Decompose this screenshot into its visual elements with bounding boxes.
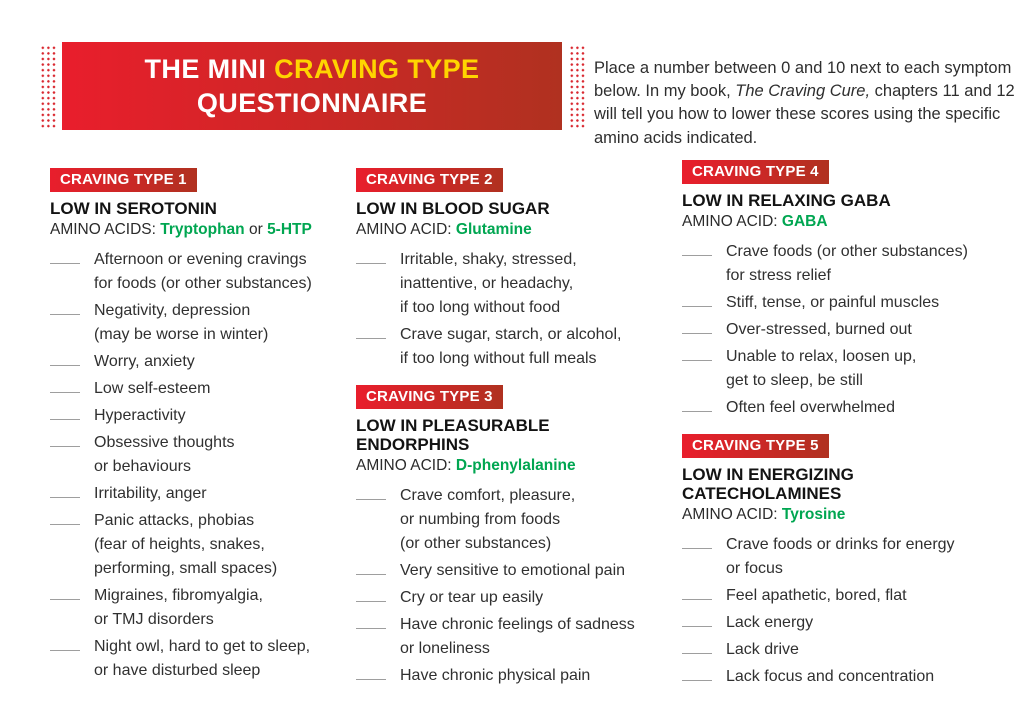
symptom-line: Crave comfort, pleasure, bbox=[400, 486, 576, 504]
symptom-list bbox=[682, 240, 1022, 420]
section-craving-type-5 bbox=[682, 434, 1022, 689]
dot-pattern-right bbox=[569, 45, 586, 129]
section-craving-type-3 bbox=[356, 385, 674, 688]
symptom-text bbox=[94, 584, 263, 632]
section-badge: CRAVING TYPE 1 bbox=[50, 168, 197, 192]
amino-prefix: AMINO ACID: bbox=[356, 220, 452, 238]
amino-acid-line bbox=[356, 457, 674, 475]
symptom-item bbox=[356, 664, 674, 688]
section-craving-type-2 bbox=[356, 168, 674, 371]
section-title-line1: LOW IN BLOOD SUGAR bbox=[356, 199, 550, 218]
instructions-paragraph bbox=[594, 57, 1020, 151]
symptom-line: get to sleep, be still bbox=[726, 371, 863, 389]
section-title-line1: LOW IN ENERGIZING bbox=[682, 464, 854, 484]
symptom-line: or behaviours bbox=[94, 457, 191, 475]
answer-blank[interactable] bbox=[682, 318, 712, 334]
symptom-line: Often feel overwhelmed bbox=[726, 398, 895, 416]
symptom-line: Irritability, anger bbox=[94, 484, 207, 502]
amino-prefix: AMINO ACIDS: bbox=[50, 220, 156, 238]
symptom-item bbox=[50, 482, 350, 506]
answer-blank[interactable] bbox=[682, 291, 712, 307]
symptom-item bbox=[50, 635, 350, 683]
answer-blank[interactable] bbox=[682, 665, 712, 681]
symptom-line: Have chronic physical pain bbox=[400, 666, 591, 684]
symptom-text bbox=[94, 404, 186, 428]
page-title-line1 bbox=[145, 52, 480, 86]
section-craving-type-1 bbox=[50, 168, 350, 683]
symptom-line: (or other substances) bbox=[400, 534, 552, 552]
symptom-line: if too long without food bbox=[400, 298, 561, 316]
answer-blank[interactable] bbox=[50, 377, 80, 393]
amino-acid-line bbox=[356, 221, 674, 239]
symptom-item bbox=[50, 299, 350, 347]
answer-blank[interactable] bbox=[50, 635, 80, 651]
symptom-item bbox=[682, 291, 1022, 315]
symptom-item bbox=[682, 638, 1022, 662]
answer-blank[interactable] bbox=[356, 484, 386, 500]
symptom-item bbox=[356, 586, 674, 610]
answer-blank[interactable] bbox=[682, 240, 712, 256]
answer-blank[interactable] bbox=[50, 482, 80, 498]
symptom-line: Afternoon or evening cravings bbox=[94, 250, 307, 268]
symptom-item bbox=[682, 318, 1022, 342]
answer-blank[interactable] bbox=[50, 248, 80, 264]
symptom-line: Low self-esteem bbox=[94, 379, 211, 397]
symptom-line: Negativity, depression bbox=[94, 301, 251, 319]
symptom-text bbox=[726, 345, 916, 393]
amino-prefix: AMINO ACID: bbox=[356, 456, 452, 474]
section-craving-type-4 bbox=[682, 160, 1022, 420]
amino-name-1: GABA bbox=[781, 212, 828, 230]
symptom-line: for stress relief bbox=[726, 266, 831, 284]
symptom-line: or TMJ disorders bbox=[94, 610, 214, 628]
symptom-text bbox=[726, 240, 968, 288]
answer-blank[interactable] bbox=[682, 584, 712, 600]
symptom-line: Lack energy bbox=[726, 613, 814, 631]
book-title: The Craving Cure, bbox=[735, 81, 871, 100]
amino-name-1: Tyrosine bbox=[781, 505, 846, 523]
symptom-line: Very sensitive to emotional pain bbox=[400, 561, 626, 579]
column-1 bbox=[50, 168, 350, 686]
page-title-yellow: CRAVING TYPE bbox=[274, 54, 480, 84]
amino-name-2: 5-HTP bbox=[267, 220, 312, 238]
answer-blank[interactable] bbox=[50, 404, 80, 420]
symptom-text bbox=[94, 482, 207, 506]
symptom-text bbox=[726, 611, 813, 635]
symptom-line: Night owl, hard to get to sleep, bbox=[94, 637, 311, 655]
amino-name-1: D-phenylalanine bbox=[455, 456, 576, 474]
section-title-line2: CATECHOLAMINES bbox=[682, 484, 842, 504]
symptom-line: Cry or tear up easily bbox=[400, 588, 544, 606]
symptom-text bbox=[400, 559, 625, 583]
section-title bbox=[356, 199, 674, 219]
symptom-text bbox=[94, 299, 268, 347]
answer-blank[interactable] bbox=[682, 396, 712, 412]
symptom-text bbox=[94, 431, 235, 479]
amino-prefix: AMINO ACID: bbox=[682, 212, 778, 230]
symptom-item bbox=[50, 350, 350, 374]
answer-blank[interactable] bbox=[356, 613, 386, 629]
symptom-list bbox=[356, 484, 674, 688]
answer-blank[interactable] bbox=[682, 611, 712, 627]
symptom-item bbox=[356, 559, 674, 583]
symptom-line: Stiff, tense, or painful muscles bbox=[726, 293, 940, 311]
symptom-line: if too long without full meals bbox=[400, 349, 597, 367]
answer-blank[interactable] bbox=[50, 584, 80, 600]
symptom-line: or numbing from foods bbox=[400, 510, 561, 528]
symptom-line: for foods (or other substances) bbox=[94, 274, 312, 292]
symptom-item bbox=[50, 509, 350, 581]
symptom-text bbox=[94, 635, 310, 683]
symptom-text bbox=[94, 350, 195, 374]
page-title-banner bbox=[62, 42, 562, 130]
symptom-text bbox=[400, 586, 543, 610]
symptom-text bbox=[726, 638, 799, 662]
answer-blank[interactable] bbox=[356, 323, 386, 339]
symptom-line: Irritable, shaky, stressed, bbox=[400, 250, 577, 268]
answer-blank[interactable] bbox=[682, 638, 712, 654]
instructions-part1: Place a number between 0 and 10 next to each symptom below. In my book, bbox=[594, 58, 1012, 100]
symptom-item bbox=[682, 611, 1022, 635]
symptom-text bbox=[726, 318, 912, 342]
symptom-line: Migraines, fibromyalgia, bbox=[94, 586, 263, 604]
amino-acid-line bbox=[682, 213, 1022, 231]
section-title-line1: LOW IN SEROTONIN bbox=[50, 199, 217, 218]
symptom-item bbox=[682, 665, 1022, 689]
symptom-line: inattentive, or headachy, bbox=[400, 274, 574, 292]
symptom-line: Lack drive bbox=[726, 640, 799, 658]
column-2 bbox=[356, 168, 674, 691]
symptom-line: Hyperactivity bbox=[94, 406, 186, 424]
answer-blank[interactable] bbox=[50, 350, 80, 366]
symptom-text bbox=[726, 291, 939, 315]
symptom-text bbox=[726, 584, 907, 608]
symptom-line: or focus bbox=[726, 559, 783, 577]
symptom-text bbox=[726, 533, 955, 581]
symptom-text bbox=[94, 377, 211, 401]
column-3 bbox=[682, 160, 1022, 692]
symptom-item bbox=[356, 323, 674, 371]
symptom-item bbox=[356, 613, 674, 661]
symptom-line: Unable to relax, loosen up, bbox=[726, 347, 917, 365]
answer-blank[interactable] bbox=[50, 431, 80, 447]
dot-pattern-left bbox=[40, 45, 57, 129]
symptom-line: Obsessive thoughts bbox=[94, 433, 235, 451]
amino-name-1: Glutamine bbox=[455, 220, 532, 238]
section-badge: CRAVING TYPE 4 bbox=[682, 160, 829, 184]
answer-blank[interactable] bbox=[50, 299, 80, 315]
section-title bbox=[356, 416, 674, 455]
symptom-line: or have disturbed sleep bbox=[94, 661, 261, 679]
symptom-text bbox=[726, 665, 934, 689]
symptom-line: Crave sugar, starch, or alcohol, bbox=[400, 325, 622, 343]
amino-conjunction: or bbox=[248, 220, 263, 238]
symptom-list bbox=[356, 248, 674, 371]
amino-acid-line bbox=[682, 506, 1022, 524]
symptom-item bbox=[50, 404, 350, 428]
symptom-item bbox=[356, 248, 674, 320]
answer-blank[interactable] bbox=[356, 248, 386, 264]
symptom-item bbox=[682, 345, 1022, 393]
answer-blank[interactable] bbox=[356, 559, 386, 575]
symptom-line: Worry, anxiety bbox=[94, 352, 195, 370]
symptom-text bbox=[400, 484, 575, 556]
answer-blank[interactable] bbox=[682, 533, 712, 549]
symptom-text bbox=[94, 248, 312, 296]
amino-prefix: AMINO ACID: bbox=[682, 505, 778, 523]
symptom-text bbox=[400, 613, 635, 661]
symptom-item bbox=[50, 431, 350, 479]
symptom-line: Crave foods or drinks for energy bbox=[726, 535, 955, 553]
symptom-item bbox=[682, 584, 1022, 608]
symptom-item bbox=[682, 240, 1022, 288]
symptom-item bbox=[50, 248, 350, 296]
symptom-line: Have chronic feelings of sadness bbox=[400, 615, 635, 633]
symptom-text bbox=[726, 396, 895, 420]
answer-blank[interactable] bbox=[50, 509, 80, 525]
answer-blank[interactable] bbox=[682, 345, 712, 361]
answer-blank[interactable] bbox=[356, 664, 386, 680]
symptom-item bbox=[682, 396, 1022, 420]
symptom-line: Feel apathetic, bored, flat bbox=[726, 586, 907, 604]
symptom-item bbox=[682, 533, 1022, 581]
answer-blank[interactable] bbox=[356, 586, 386, 602]
section-badge: CRAVING TYPE 3 bbox=[356, 385, 503, 409]
symptom-text bbox=[400, 323, 621, 371]
symptom-item bbox=[50, 584, 350, 632]
symptom-item bbox=[356, 484, 674, 556]
section-title-line1: LOW IN RELAXING GABA bbox=[682, 191, 891, 210]
section-title-line1: LOW IN PLEASURABLE bbox=[356, 415, 550, 435]
symptom-line: performing, small spaces) bbox=[94, 559, 278, 577]
page-title-line2: QUESTIONNAIRE bbox=[196, 88, 428, 118]
section-title bbox=[50, 199, 350, 219]
symptom-line: (fear of heights, snakes, bbox=[94, 535, 265, 553]
section-badge: CRAVING TYPE 5 bbox=[682, 434, 829, 458]
amino-name-1: Tryptophan bbox=[160, 220, 245, 238]
symptom-line: Lack focus and concentration bbox=[726, 667, 935, 685]
symptom-line: (may be worse in winter) bbox=[94, 325, 269, 343]
section-title-line2: ENDORPHINS bbox=[356, 435, 470, 455]
section-title bbox=[682, 465, 1022, 504]
symptom-line: Crave foods (or other substances) bbox=[726, 242, 968, 260]
symptom-line: Panic attacks, phobias bbox=[94, 511, 255, 529]
section-badge: CRAVING TYPE 2 bbox=[356, 168, 503, 192]
page-title-white1: THE MINI bbox=[144, 54, 267, 84]
symptom-text bbox=[94, 509, 277, 581]
symptom-line: Over-stressed, burned out bbox=[726, 320, 912, 338]
instructions-part2: chapters 11 and 12 will tell you how to lower these scores using the specific amino acids indicated. bbox=[594, 81, 1015, 147]
symptom-text bbox=[400, 664, 590, 688]
symptom-text bbox=[400, 248, 577, 320]
symptom-list bbox=[682, 533, 1022, 689]
symptom-item bbox=[50, 377, 350, 401]
symptom-list bbox=[50, 248, 350, 683]
symptom-line: or loneliness bbox=[400, 639, 490, 657]
section-title bbox=[682, 191, 1022, 211]
amino-acid-line bbox=[50, 221, 350, 239]
